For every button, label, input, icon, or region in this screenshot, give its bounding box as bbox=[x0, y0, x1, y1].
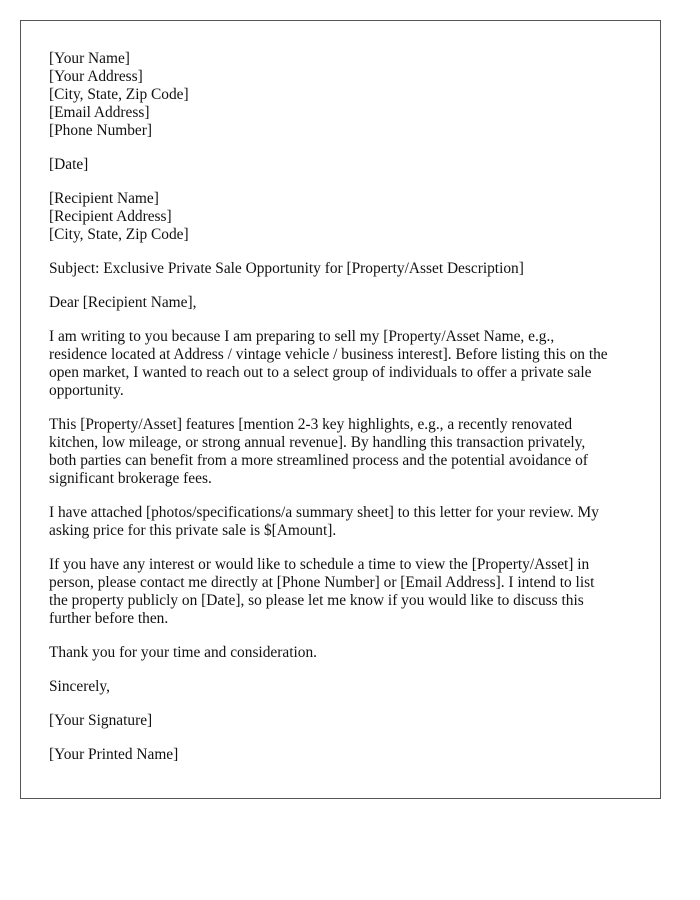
date: [Date] bbox=[49, 156, 89, 173]
signature: [Your Signature] bbox=[49, 712, 153, 729]
paragraph-line: residence located at Address / vintage vehicle / business interest]. Before listing this on the bbox=[49, 346, 608, 363]
sender-address: [Your Address] bbox=[49, 68, 143, 85]
salutation: Dear [Recipient Name], bbox=[49, 294, 197, 311]
subject-line: Subject: Exclusive Private Sale Opportunity for [Property/Asset Description] bbox=[49, 260, 524, 277]
sender-block bbox=[49, 50, 632, 140]
paragraph-line: person, please contact me directly at [Phone Number] or [Email Address]. I intend to list bbox=[49, 574, 595, 591]
letter bbox=[20, 20, 661, 799]
body-paragraph bbox=[49, 328, 632, 400]
paragraph-line: opportunity. bbox=[49, 382, 124, 399]
paragraph-line: Thank you for your time and consideration. bbox=[49, 644, 317, 661]
recipient-name: [Recipient Name] bbox=[49, 190, 159, 207]
recipient-address: [Recipient Address] bbox=[49, 208, 172, 225]
body-paragraph bbox=[49, 644, 632, 662]
paragraph-line: both parties can benefit from a more streamlined process and the potential avoidance of bbox=[49, 452, 588, 469]
sender-name: [Your Name] bbox=[49, 50, 130, 67]
body-paragraph bbox=[49, 416, 632, 488]
recipient-block bbox=[49, 190, 632, 244]
paragraph-line: the property publicly on [Date], so please let me know if you would like to discuss this bbox=[49, 592, 584, 609]
sender-email: [Email Address] bbox=[49, 104, 150, 121]
body-paragraph bbox=[49, 504, 632, 540]
sender-phone: [Phone Number] bbox=[49, 122, 153, 139]
paragraph-line: I have attached [photos/specifications/a summary sheet] to this letter for your review. My bbox=[49, 504, 599, 521]
recipient-city: [City, State, Zip Code] bbox=[49, 226, 189, 243]
sender-city: [City, State, Zip Code] bbox=[49, 86, 189, 103]
paragraph-line: kitchen, low mileage, or strong annual revenue]. By handling this transaction privately, bbox=[49, 434, 586, 451]
paragraph-line: I am writing to you because I am preparing to sell my [Property/Asset Name, e.g., bbox=[49, 328, 555, 345]
printed-name: [Your Printed Name] bbox=[49, 746, 179, 763]
closing: Sincerely, bbox=[49, 678, 110, 695]
paragraph-line: If you have any interest or would like to schedule a time to view the [Property/Asset] in bbox=[49, 556, 590, 573]
body-paragraph bbox=[49, 556, 632, 628]
paragraph-line: This [Property/Asset] features [mention 2-3 key highlights, e.g., a recently renovated bbox=[49, 416, 573, 433]
paragraph-line: significant brokerage fees. bbox=[49, 470, 212, 487]
paragraph-line: asking price for this private sale is $[Amount]. bbox=[49, 522, 337, 539]
paragraph-line: further before then. bbox=[49, 610, 169, 627]
paragraph-line: open market, I wanted to reach out to a select group of individuals to offer a private sale bbox=[49, 364, 592, 381]
